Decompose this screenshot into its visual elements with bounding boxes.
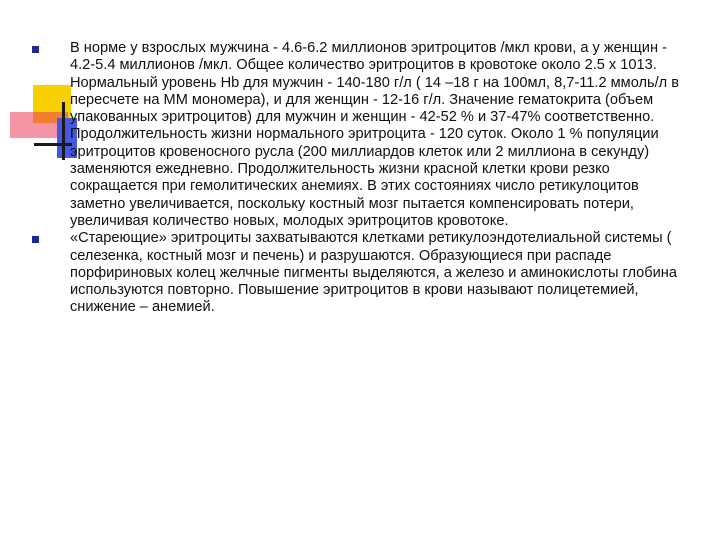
slide-content: [32, 40, 692, 317]
square-bullet-icon: [32, 236, 39, 243]
list-item: [32, 40, 692, 230]
bullet-text: В норме у взрослых мужчина - 4.6-6.2 миллионов эритроцитов /мкл крови, а у женщин - 4.2-5.4 миллионов /мкл. Общее количество эритроцитов в кровотоке около 2.5 х 1013. Нормальный уровень Hb для мужчин - 140-180 г/л ( 14 –18 г на 100мл, 8,7-11.2 ммоль/л в пересчете на ММ мономера), и для женщин - 12-16 г/л. Значение гематокрита (объем упакованных эритроцитов) для мужчин и женщин - 42-52 % и 37-47% соответственно. Продолжительность жизни нормального эритроцита - 120 суток. Около 1 % популяции эритроцитов кровеносного русла (200 миллиардов клеток или 2 миллиона в секунду) заменяются ежедневно. Продолжительность жизни красной клетки крови резко сокращается при гемолитических анемиях. В этих состояниях число ретикулоцитов заметно увеличивается, поскольку костный мозг пытается компенсировать потери, увеличивая количество новых, молодых эритроцитов кровотоке.: [70, 40, 679, 229]
list-item: [32, 230, 692, 316]
bullet-list: [32, 40, 692, 317]
bullet-text: «Стареющие» эритроциты захватываются клетками ретикулоэндотелиальной системы ( селезенка, костный мозг и печень) и разрушаются. Образующиеся при распаде порфириновых колец желчные пигменты выделяются, а железо и аминокислоты глобина используются повторно. Повышение эритроцитов в крови называют полицетемией, снижение – анемией.: [70, 230, 677, 316]
square-bullet-icon: [32, 46, 39, 53]
